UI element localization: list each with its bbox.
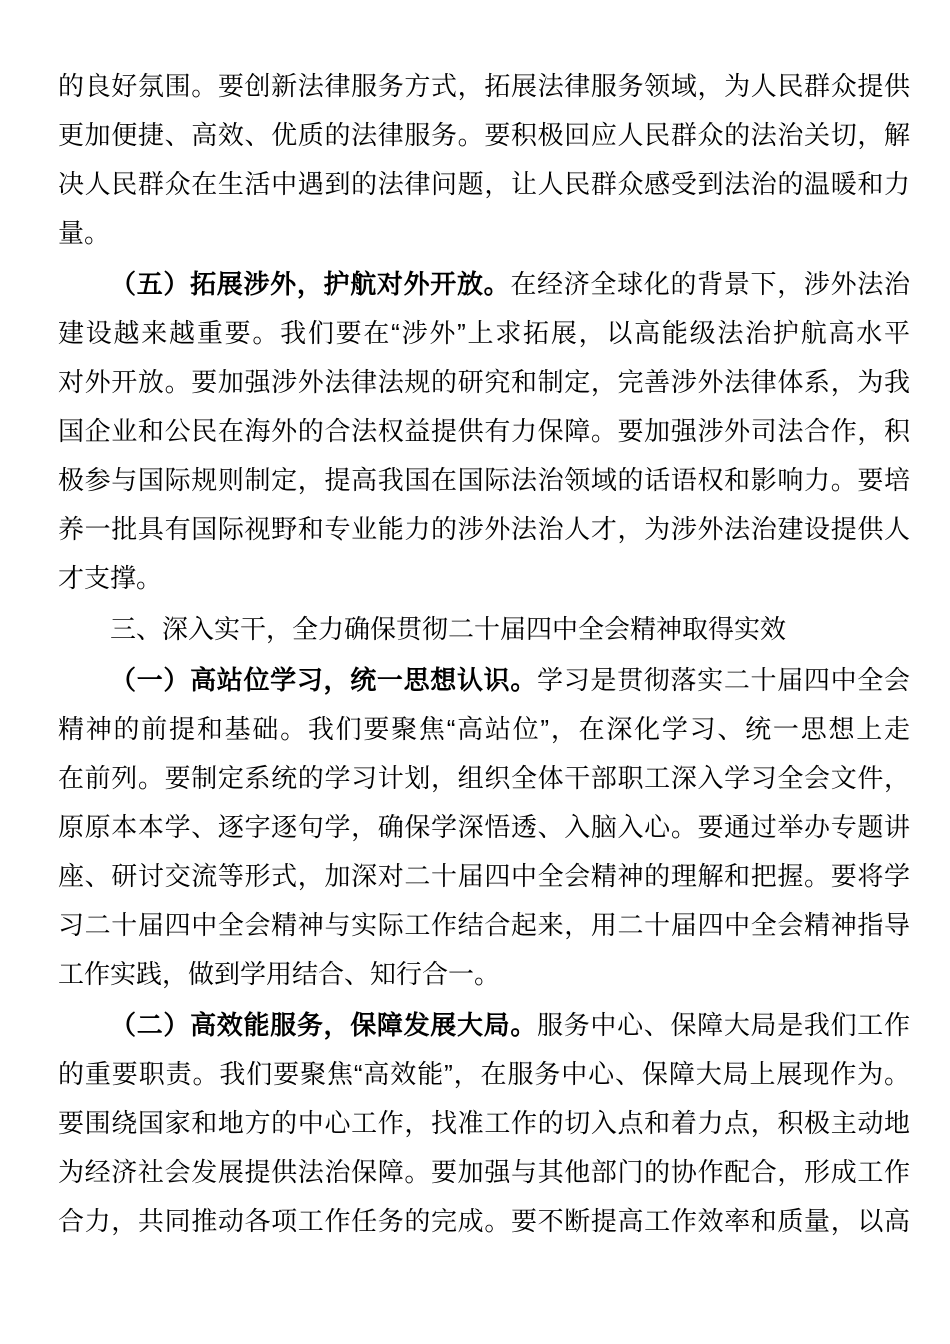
text-line: 座、研讨交流等形式，加深对二十届四中全会精神的理解和把握。要将学 — [58, 861, 910, 891]
paragraph-lead-bold: （五）拓展涉外，护航对外开放。 — [110, 269, 511, 299]
paragraph-lead-bold: （二）高效能服务，保障发展大局。 — [110, 1010, 538, 1040]
text-line: 为经济社会发展提供法治保障。要加强与其他部门的协作配合，形成工作 — [58, 1157, 910, 1187]
section-heading: 三、深入实干，全力确保贯彻二十届四中全会精神取得实效 — [110, 614, 787, 644]
text-line: 原原本本学、逐字逐句学，确保学深悟透、入脑入心。要通过举办专题讲 — [58, 812, 910, 842]
text-line: 的重要职责。我们要聚焦“高效能”，在服务中心、保障大局上展现作为。 — [58, 1059, 910, 1089]
text-line: 极参与国际规则制定，提高我国在国际法治领域的话语权和影响力。要培 — [58, 465, 910, 495]
text-line: 量。 — [58, 218, 111, 248]
text-line: 更加便捷、高效、优质的法律服务。要积极回应人民群众的法治关切，解 — [58, 120, 910, 150]
document-body — [58, 62, 910, 1246]
text-line: 精神的前提和基础。我们要聚焦“高站位”，在深化学习、统一思想上走 — [58, 714, 910, 744]
text-line: （五）拓展涉外，护航对外开放。在经济全球化的背景下，涉外法治 — [110, 269, 910, 299]
text-line: 的良好氛围。要创新法律服务方式，拓展法律服务领域，为人民群众提供 — [58, 71, 910, 101]
text-line: 合力，共同推动各项工作任务的完成。要不断提高工作效率和质量，以高 — [58, 1206, 910, 1236]
text-line: 要围绕国家和地方的中心工作，找准工作的切入点和着力点，积极主动地 — [58, 1108, 910, 1138]
text-line: 习二十届四中全会精神与实际工作结合起来，用二十届四中全会精神指导 — [58, 910, 910, 940]
text-line: 建设越来越重要。我们要在“涉外”上求拓展，以高能级法治护航高水平 — [58, 318, 910, 348]
text-line: 国企业和公民在海外的合法权益提供有力保障。要加强涉外司法合作，积 — [58, 416, 910, 446]
text-line: 决人民群众在生活中遇到的法律问题，让人民群众感受到法治的温暖和力 — [58, 169, 910, 199]
text-line: 在前列。要制定系统的学习计划，组织全体干部职工深入学习全会文件， — [58, 763, 910, 793]
text-line: 对外开放。要加强涉外法律法规的研究和制定，完善涉外法律体系，为我 — [58, 367, 910, 397]
text-line: （一）高站位学习，统一思想认识。学习是贯彻落实二十届四中全会 — [110, 665, 910, 695]
text-line: 才支撑。 — [58, 563, 163, 593]
text-line: 工作实践，做到学用结合、知行合一。 — [58, 959, 501, 989]
text-line: （二）高效能服务，保障发展大局。服务中心、保障大局是我们工作 — [110, 1010, 910, 1040]
text-line: 养一批具有国际视野和专业能力的涉外法治人才，为涉外法治建设提供人 — [58, 514, 910, 544]
paragraph-lead-bold: （一）高站位学习，统一思想认识。 — [110, 665, 538, 695]
